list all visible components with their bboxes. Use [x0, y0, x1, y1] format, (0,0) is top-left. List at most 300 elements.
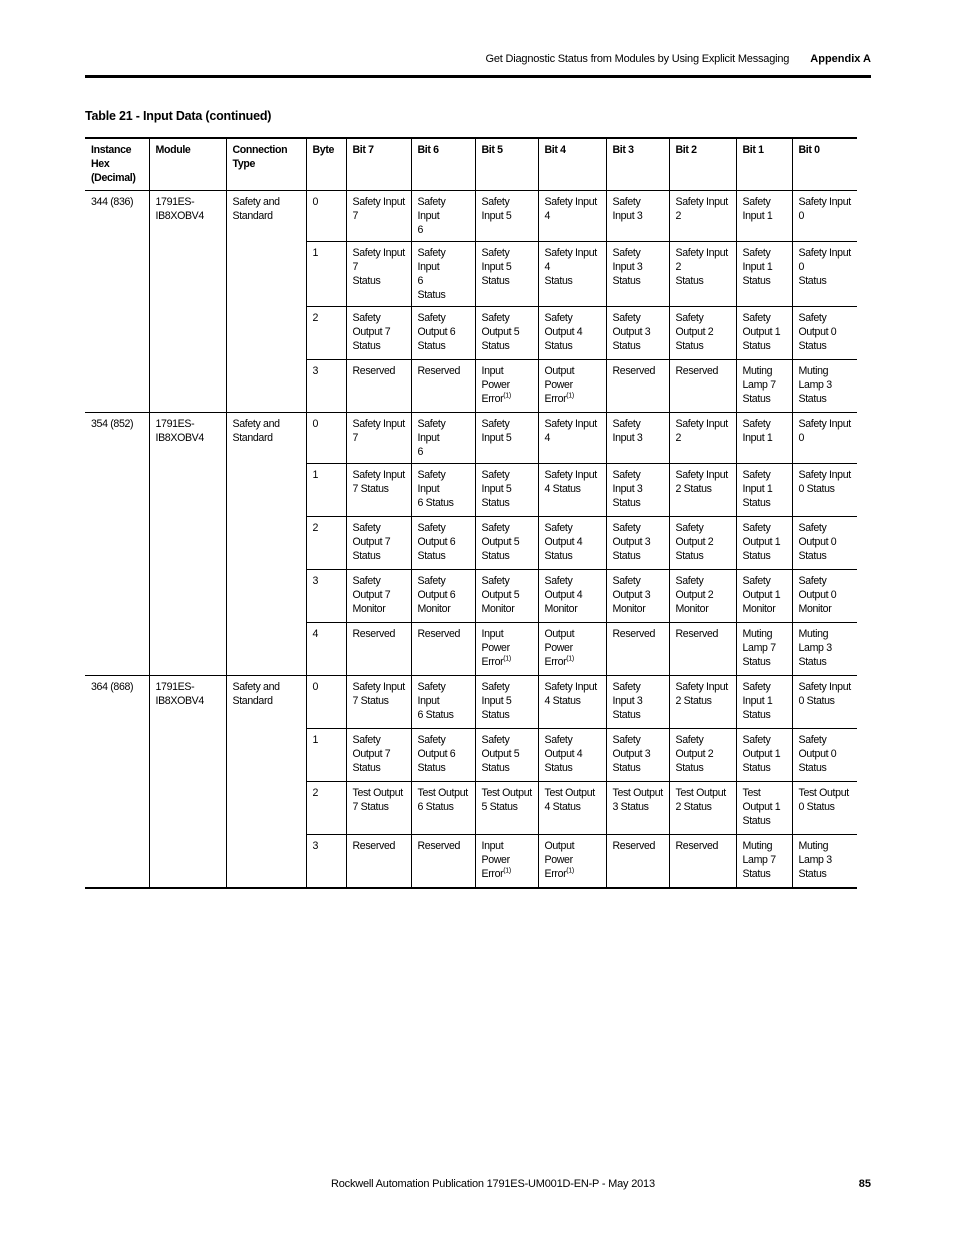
bit-cell [538, 835, 606, 888]
cell-line: Status [544, 275, 573, 287]
cell-line: 354 (852) [91, 418, 134, 430]
bit-cell [669, 835, 736, 888]
bit-cell [346, 570, 411, 623]
cell-line: Monitor [798, 603, 832, 615]
bit-cell [538, 729, 606, 782]
cell-line: 2 Status [675, 695, 712, 707]
connection-type-cell [226, 676, 306, 888]
bit-cell [411, 729, 475, 782]
cell-line: Safety Input [798, 418, 851, 430]
cell-line: Input 5 [481, 261, 512, 273]
bit-cell [346, 623, 411, 676]
cell-line: Error$^{(1)}$ [544, 392, 574, 405]
bit-cell [475, 464, 538, 517]
cell-line: Status [798, 656, 827, 668]
bit-cell [669, 464, 736, 517]
cell-line: Muting [742, 840, 773, 852]
cell-line: Monitor [481, 603, 515, 615]
cell-line: Safety Input [544, 196, 597, 208]
cell-line: Safety [481, 469, 510, 481]
cell-line: Test Output [675, 787, 726, 799]
bit-cell [736, 729, 792, 782]
bit-cell [669, 307, 736, 360]
bit-cell [669, 413, 736, 464]
cell-line: Status [417, 340, 446, 352]
cell-line: Safety [742, 522, 771, 534]
bit-cell [538, 517, 606, 570]
column-header [538, 138, 606, 191]
cell-line: Reserved [675, 840, 719, 852]
bit-cell [346, 782, 411, 835]
bit-cell [411, 676, 475, 729]
cell-line: Safety Input [544, 681, 597, 693]
cell-line: Status [352, 275, 381, 287]
cell-line: Safety [612, 196, 641, 208]
cell-line: Safety [352, 312, 381, 324]
bit-cell [346, 307, 411, 360]
bit-cell [475, 729, 538, 782]
cell-line: Safety [417, 734, 446, 746]
bit-cell [411, 242, 475, 307]
cell-line: Safety [675, 575, 704, 587]
bit-cell [475, 570, 538, 623]
cell-line: Test Output [417, 787, 468, 799]
bit-cell [411, 464, 475, 517]
bit-cell [792, 570, 857, 623]
cell-line: Safety [675, 522, 704, 534]
cell-line: 0 [798, 432, 805, 444]
bit-cell [538, 413, 606, 464]
byte-cell: 2 [306, 307, 346, 360]
bit-cell [411, 360, 475, 413]
cell-line: 1791ES- [155, 196, 195, 208]
cell-line: IB8XOBV4 [155, 432, 204, 444]
cell-line: 2 [675, 210, 682, 222]
cell-line: Bit 7 [352, 144, 374, 156]
cell-line: Bit 0 [798, 144, 820, 156]
cell-line: Safety [742, 575, 771, 587]
cell-line: Safety [675, 734, 704, 746]
cell-line: Output 4 [544, 326, 583, 338]
cell-line: Power [481, 854, 510, 866]
cell-line: Safety [742, 312, 771, 324]
cell-line: Status [798, 393, 827, 405]
cell-line: Muting [742, 365, 773, 377]
cell-line: Safety [675, 312, 704, 324]
cell-line: Safety Input [352, 469, 405, 481]
cell-line: Status [481, 762, 510, 774]
byte-cell: 0 [306, 191, 346, 242]
page-number: 85 [858, 1178, 871, 1190]
cell-line: Output 0 [798, 326, 837, 338]
cell-line: Lamp 7 [742, 379, 776, 391]
bit-cell [669, 782, 736, 835]
cell-line: Power [544, 854, 573, 866]
cell-line: Reserved [352, 840, 396, 852]
cell-line: Safety [481, 575, 510, 587]
cell-line: Status [481, 550, 510, 562]
bit-cell [606, 517, 669, 570]
cell-line: Standard [232, 210, 273, 222]
cell-line: Output 3 [612, 589, 651, 601]
cell-line: Reserved [417, 840, 461, 852]
cell-line: Safety Input [352, 196, 405, 208]
cell-line: Output 3 [612, 326, 651, 338]
cell-line: Error$^{(1)}$ [481, 867, 511, 880]
cell-line: Status [352, 550, 381, 562]
cell-line: Safety [481, 196, 510, 208]
cell-line: Status [742, 340, 771, 352]
cell-line: Status [352, 762, 381, 774]
cell-line: Reserved [612, 840, 656, 852]
cell-line: Safety Input [798, 681, 851, 693]
cell-line: Reserved [612, 365, 656, 377]
cell-line: 7 [352, 261, 359, 273]
cell-line: Safety Input [798, 247, 851, 259]
cell-line: Output 5 [481, 536, 520, 548]
footnote-mark: (1) [566, 392, 574, 400]
bit-cell [475, 242, 538, 307]
cell-line: Error$^{(1)}$ [481, 392, 511, 405]
cell-line: Safety [612, 681, 641, 693]
cell-line: Byte [312, 144, 335, 156]
cell-line: Status [798, 868, 827, 880]
cell-line: Output 1 [742, 748, 781, 760]
cell-line: Monitor [612, 603, 646, 615]
cell-line: Safety [481, 418, 510, 430]
bit-cell [736, 464, 792, 517]
bit-cell [411, 835, 475, 888]
cell-line: 0 [798, 210, 805, 222]
cell-line: Safety [742, 418, 771, 430]
bit-cell [669, 517, 736, 570]
bit-cell [538, 191, 606, 242]
cell-line: Safety [352, 522, 381, 534]
cell-line: Safety Input [798, 469, 851, 481]
cell-line: Safety [612, 734, 641, 746]
byte-cell: 2 [306, 517, 346, 570]
cell-line: Status [417, 550, 446, 562]
cell-line: 2 [675, 432, 682, 444]
byte-cell: 3 [306, 570, 346, 623]
table-body [85, 191, 857, 888]
cell-line: Bit 5 [481, 144, 503, 156]
bit-cell [792, 464, 857, 517]
cell-line: Safety [481, 681, 510, 693]
column-header [85, 138, 149, 191]
cell-line: Input 3 [612, 483, 643, 495]
cell-line: Output 5 [481, 589, 520, 601]
bit-cell [346, 464, 411, 517]
bit-cell [606, 782, 669, 835]
bit-cell [411, 570, 475, 623]
cell-line: Input [481, 840, 504, 852]
cell-line: Input [481, 628, 504, 640]
cell-line: 4 [544, 432, 551, 444]
bit-cell [736, 623, 792, 676]
cell-line: Status [612, 762, 641, 774]
cell-line: Safety [417, 312, 446, 324]
bit-cell [736, 360, 792, 413]
cell-line: Status [481, 340, 510, 352]
cell-line: 7 [352, 210, 359, 222]
module-cell [149, 413, 226, 676]
bit-cell [346, 191, 411, 242]
cell-line: Input 5 [481, 210, 512, 222]
bit-cell [411, 517, 475, 570]
bit-cell [792, 623, 857, 676]
cell-line: Output 4 [544, 536, 583, 548]
cell-line: Safety Input [798, 196, 851, 208]
cell-line: Output 0 [798, 589, 837, 601]
bit-cell [606, 570, 669, 623]
bit-cell [606, 242, 669, 307]
cell-line: Standard [232, 695, 273, 707]
cell-line: Safety [612, 418, 641, 430]
cell-line: Reserved [675, 628, 719, 640]
bit-cell [346, 676, 411, 729]
cell-line: Safety [481, 522, 510, 534]
cell-line: Bit 4 [544, 144, 566, 156]
byte-cell: 4 [306, 623, 346, 676]
bit-cell [736, 835, 792, 888]
cell-line: Test [742, 787, 761, 799]
running-header [85, 53, 871, 65]
cell-line: Output 0 [798, 748, 837, 760]
cell-line: Output 2 [675, 326, 714, 338]
cell-line: Monitor [742, 603, 776, 615]
cell-line: Muting [798, 840, 829, 852]
cell-line: Test Output [612, 787, 663, 799]
bit-cell [736, 570, 792, 623]
cell-line: Power [481, 379, 510, 391]
bit-cell [475, 413, 538, 464]
cell-line: Output 6 [417, 536, 456, 548]
cell-line: IB8XOBV4 [155, 695, 204, 707]
byte-cell: 1 [306, 242, 346, 307]
bit-cell [606, 623, 669, 676]
bit-cell [346, 517, 411, 570]
cell-line: Input 3 [612, 210, 643, 222]
cell-line: 6 Status [417, 801, 454, 813]
cell-line: Reserved [675, 365, 719, 377]
cell-line: Status [544, 550, 573, 562]
cell-line: Safety [352, 575, 381, 587]
cell-line: Safety [798, 734, 827, 746]
cell-line: Safety [481, 312, 510, 324]
cell-line: Monitor [352, 603, 386, 615]
column-header [411, 138, 475, 191]
bit-cell [669, 676, 736, 729]
bit-cell [475, 191, 538, 242]
cell-line: 4 Status [544, 801, 581, 813]
cell-line: Output 0 [798, 536, 837, 548]
cell-line: Status [612, 340, 641, 352]
cell-line: Output 7 [352, 536, 391, 548]
cell-line: Safety Input [352, 418, 405, 430]
cell-line: Safety Input [675, 247, 728, 259]
cell-line: Safety [742, 196, 771, 208]
table-header-row [85, 138, 857, 191]
bit-cell [792, 242, 857, 307]
cell-line: 4 Status [544, 483, 581, 495]
cell-line: 7 [352, 432, 359, 444]
bit-cell [411, 307, 475, 360]
cell-line: Reserved [352, 628, 396, 640]
cell-line: 6 [417, 446, 424, 458]
bit-cell [538, 623, 606, 676]
footnote-mark: (1) [566, 655, 574, 663]
cell-line: Safety Input [417, 469, 446, 495]
cell-line: Power [481, 642, 510, 654]
cell-line: Output 3 [612, 748, 651, 760]
cell-line: Monitor [417, 603, 451, 615]
cell-line: Input 5 [481, 432, 512, 444]
cell-line: 5 Status [481, 801, 518, 813]
footnote-mark: (1) [503, 655, 511, 663]
cell-line: 4 [544, 261, 551, 273]
cell-line: Output 1 [742, 801, 781, 813]
cell-line: Output 7 [352, 326, 391, 338]
cell-line: Output 3 [612, 536, 651, 548]
cell-line: Status [798, 550, 827, 562]
cell-line: Safety and [232, 196, 280, 208]
input-data-table [85, 137, 857, 889]
cell-line: Type [232, 158, 256, 170]
bit-cell [538, 242, 606, 307]
cell-line: 4 Status [544, 695, 581, 707]
cell-line: 3 Status [612, 801, 649, 813]
bit-cell [736, 242, 792, 307]
cell-line: Status [742, 393, 771, 405]
cell-line: Error$^{(1)}$ [544, 867, 574, 880]
cell-line: Safety [612, 522, 641, 534]
cell-line: Status [798, 340, 827, 352]
cell-line: Status [352, 340, 381, 352]
bit-cell [736, 307, 792, 360]
bit-cell [606, 360, 669, 413]
cell-line: 7 Status [352, 483, 389, 495]
cell-line: 6 Status [417, 709, 454, 721]
cell-line: Safety [612, 247, 641, 259]
cell-line: Input 1 [742, 210, 773, 222]
cell-line: Monitor [675, 603, 709, 615]
bit-cell [669, 623, 736, 676]
cell-line: Output 6 [417, 748, 456, 760]
cell-line: Monitor [544, 603, 578, 615]
cell-line: Lamp 3 [798, 854, 832, 866]
bit-cell [669, 242, 736, 307]
cell-line: Safety [352, 734, 381, 746]
cell-line: Output 1 [742, 589, 781, 601]
bit-cell [736, 782, 792, 835]
bit-cell [538, 676, 606, 729]
bit-cell [792, 729, 857, 782]
cell-line: Bit 3 [612, 144, 634, 156]
cell-line: Safety [798, 312, 827, 324]
bit-cell [346, 360, 411, 413]
cell-line: Bit 2 [675, 144, 697, 156]
cell-line: Safety and [232, 681, 280, 693]
cell-line: 6 [417, 275, 424, 287]
cell-line: 0 Status [798, 801, 835, 813]
cell-line: Output [544, 840, 575, 852]
byte-cell: 0 [306, 676, 346, 729]
bit-cell [669, 191, 736, 242]
bit-cell [411, 191, 475, 242]
cell-line: Output [544, 628, 575, 640]
cell-line: Status [612, 709, 641, 721]
cell-line: Safety Input [675, 469, 728, 481]
bit-cell [792, 782, 857, 835]
cell-line: 344 (836) [91, 196, 134, 208]
bit-cell [792, 307, 857, 360]
bit-cell [475, 360, 538, 413]
cell-line: 7 Status [352, 801, 389, 813]
instance-cell [85, 413, 149, 676]
column-header [475, 138, 538, 191]
cell-line: Output 4 [544, 748, 583, 760]
cell-line: Status [742, 868, 771, 880]
instance-cell [85, 676, 149, 888]
cell-line: 0 Status [798, 483, 835, 495]
cell-line: Input 3 [612, 432, 643, 444]
bit-cell [736, 413, 792, 464]
bit-cell [475, 782, 538, 835]
cell-line: Module [155, 144, 191, 156]
byte-cell: 3 [306, 835, 346, 888]
cell-line: Reserved [352, 365, 396, 377]
cell-line: Test Output [798, 787, 849, 799]
cell-line: Safety [742, 469, 771, 481]
cell-line: Muting [798, 628, 829, 640]
cell-line: Safety [544, 312, 573, 324]
cell-line: Status [798, 762, 827, 774]
cell-line: Output 6 [417, 326, 456, 338]
cell-line: 2 [675, 261, 682, 273]
cell-line: Test Output [352, 787, 403, 799]
cell-line: Safety [612, 575, 641, 587]
byte-cell: 3 [306, 360, 346, 413]
cell-line: Status [481, 275, 510, 287]
bit-cell [475, 835, 538, 888]
byte-cell: 2 [306, 782, 346, 835]
cell-line: IB8XOBV4 [155, 210, 204, 222]
column-header [346, 138, 411, 191]
cell-line: Safety Input [544, 418, 597, 430]
cell-line: Output 1 [742, 536, 781, 548]
module-cell [149, 191, 226, 413]
column-header [792, 138, 857, 191]
cell-line: Safety Input [675, 418, 728, 430]
cell-line: Output 2 [675, 748, 714, 760]
cell-line: Hex [91, 158, 110, 170]
bit-cell [411, 413, 475, 464]
appendix-label: Appendix A [810, 53, 871, 65]
instance-cell [85, 191, 149, 413]
cell-line: 2 Status [675, 801, 712, 813]
cell-line: 1791ES- [155, 681, 195, 693]
cell-line: Input 5 [481, 483, 512, 495]
cell-line: Input 3 [612, 695, 643, 707]
cell-line: Status [742, 550, 771, 562]
cell-line: Status [742, 762, 771, 774]
cell-line: Safety [417, 575, 446, 587]
header-rule [85, 75, 871, 78]
bit-cell [669, 570, 736, 623]
cell-line: Muting [798, 365, 829, 377]
footnote-mark: (1) [566, 867, 574, 875]
